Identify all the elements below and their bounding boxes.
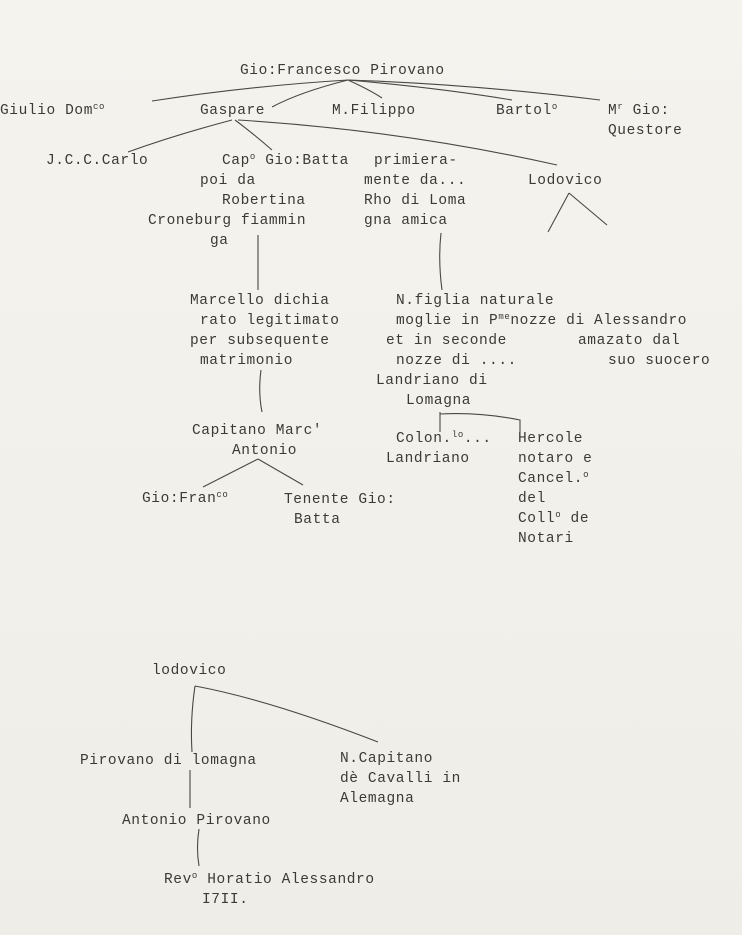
colonnello: Colon.$^{lo}$... xyxy=(396,430,492,447)
questore: Questore xyxy=(608,123,683,139)
colonnello-landriano: Landriano xyxy=(386,451,470,467)
primieramente-line2: mente da... xyxy=(364,173,467,189)
cap-gio-batta-line5: ga xyxy=(210,233,229,249)
rev-horatio-alessandro: Rev$^o$ Horatio Alessandro xyxy=(164,871,375,888)
m-filippo: M.Filippo xyxy=(332,103,416,119)
nfiglia-line4a: nozze di .... xyxy=(396,353,517,369)
nfiglia-line5: Landriano di xyxy=(376,373,488,389)
marcello-line1: Marcello dichia xyxy=(190,293,330,309)
connector-marcantonio-fork-right xyxy=(258,459,303,485)
nfiglia-line1: N.figlia naturale xyxy=(396,293,555,309)
tenente-line1: Tenente Gio: xyxy=(284,492,396,508)
marcello-line3: per subsequente xyxy=(190,333,330,349)
marcantonio-line1: Capitano Marc' xyxy=(192,423,323,439)
ncapitano-line2: dè Cavalli in xyxy=(340,771,461,787)
connector-prim-nfiglia xyxy=(440,233,442,290)
connector-gaspare-cap xyxy=(235,120,272,150)
messer-gio: $M^r$ Gio: xyxy=(608,102,670,119)
hercole-line6: Notari xyxy=(518,531,574,547)
year-1711: I7II. xyxy=(202,892,249,908)
root-gio-francesco: Gio:Francesco Pirovano xyxy=(240,63,445,79)
ncapitano-line3: Alemagna xyxy=(340,791,415,807)
cap-gio-batta-line4: Croneburg fiammin xyxy=(148,213,307,229)
hercole-line5: Coll$^o$ de xyxy=(518,510,590,527)
lodovico-lower: lodovico xyxy=(152,663,227,679)
connector-lodovico-fork-right xyxy=(569,193,607,225)
marcello-line4: matrimonio xyxy=(200,353,294,369)
hercole-line2: notaro e xyxy=(518,451,593,467)
marcello-line2: rato legitimato xyxy=(200,313,340,329)
jcc-carlo: J.C.C.Carlo xyxy=(46,153,149,169)
connector-marcello-marcantonio xyxy=(260,370,262,412)
ncapitano-line1: N.Capitano xyxy=(340,751,434,767)
hercole-line1: Hercole xyxy=(518,431,584,447)
nfiglia-line6: Lomagna xyxy=(406,393,472,409)
nfiglia-line3b: amazato dal xyxy=(578,333,681,349)
marcantonio-line2: Antonio xyxy=(232,443,298,459)
hercole-line4: del xyxy=(518,491,546,507)
connector-lodovico-fork-left xyxy=(548,193,569,232)
bartolomeo: Bartol$^o$ xyxy=(496,102,558,119)
tenente-line2: Batta xyxy=(294,512,341,528)
nfiglia-line2: moglie in $P^{me}nozze$ di Alessandro xyxy=(396,312,688,329)
pirovano-di-lomagna: Pirovano di lomagna xyxy=(80,753,257,769)
giulio-domenico: Giulio Dom$^{co}$ xyxy=(0,102,106,119)
primieramente-line1: primiera- xyxy=(374,153,458,169)
gaspare: Gaspare xyxy=(200,103,266,119)
connector-root-bartol xyxy=(348,80,512,100)
antonio-pirovano: Antonio Pirovano xyxy=(122,813,271,829)
primieramente-line4: gna amica xyxy=(364,213,448,229)
cap-gio-batta-line1: Cap$^o$ Gio:Batta xyxy=(222,152,349,169)
nfiglia-line3a: et in seconde xyxy=(386,333,507,349)
connector-marcantonio-fork-left xyxy=(203,459,258,487)
connector-lodovico-ncap xyxy=(195,686,378,742)
lodovico-upper: Lodovico xyxy=(528,173,603,189)
connector-root-giulio xyxy=(152,80,348,101)
nfiglia-line4b: suo suocero xyxy=(608,353,711,369)
primieramente-line3: Rho di Loma xyxy=(364,193,467,209)
cap-gio-batta-line2: poi da xyxy=(200,173,256,189)
connector-antonio-rev xyxy=(198,829,200,866)
connector-gaspare-carlo xyxy=(128,120,232,152)
cap-gio-batta-line3: Robertina xyxy=(222,193,306,209)
hercole-line3: Cancel.$^o$ xyxy=(518,470,590,487)
connector-lodovico-pirovano xyxy=(191,686,195,752)
gio-francesco-child: Gio:Fran$^{co}$ xyxy=(142,490,229,507)
